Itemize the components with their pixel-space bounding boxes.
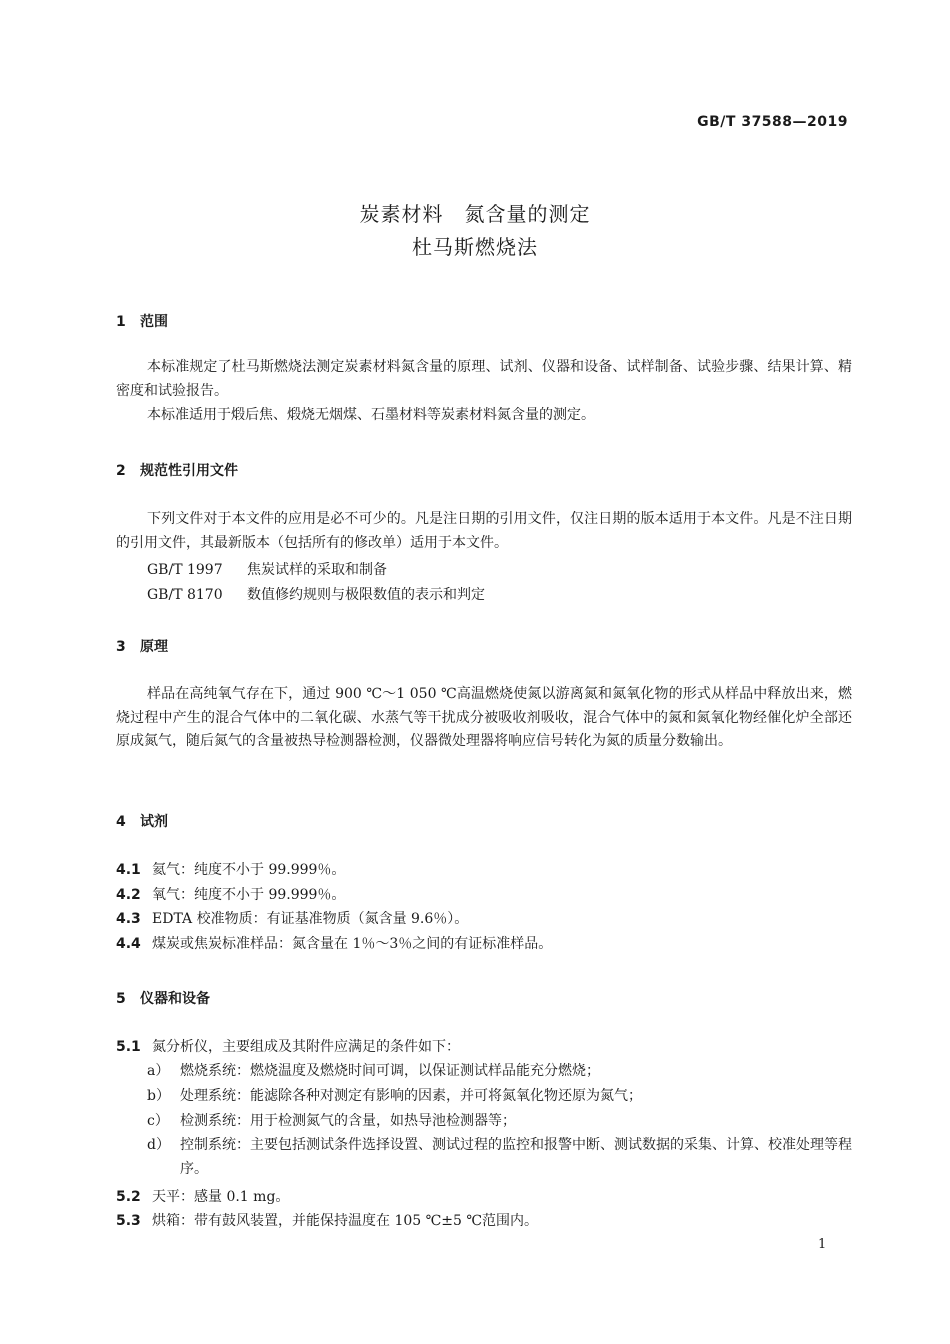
clause-number: 5.3 <box>116 1213 141 1229</box>
section-title: 试剂 <box>140 814 168 830</box>
clause-number: 4.1 <box>116 862 141 878</box>
clause-number: 5.2 <box>116 1189 141 1205</box>
reference-entry <box>147 559 387 579</box>
clause-text: 氮分析仪，主要组成及其附件应满足的条件如下： <box>152 1039 460 1055</box>
section-number: 2 <box>116 463 126 479</box>
section-number: 4 <box>116 814 126 830</box>
clause-number: 4.2 <box>116 887 141 903</box>
clause-text: 氧气：纯度不小于 99.999％。 <box>152 887 346 903</box>
apparatus-subitem <box>147 1060 600 1080</box>
principle-paragraph: 样品在高纯氧气存在下，通过 900 ℃～1 050 ℃高温燃烧使氮以游离氮和氮氧化物的形式从样品中释放出来，燃烧过程中产生的混合气体中的二氧化碳、水蒸气等干扰成分被吸收剂吸收，混合气体中的氮和氮氧化物经催化炉全部还原成氮气，随后氮气的含量被热导检测器检测，仪器微处理器将响应信号转化为氮的质量分数输出。 <box>116 686 852 749</box>
reagent-item <box>116 884 345 904</box>
list-letter: a） <box>147 1063 170 1079</box>
apparatus-item <box>116 1210 538 1230</box>
section-title: 仪器和设备 <box>140 991 210 1007</box>
clause-text: 氦气：纯度不小于 99.999％。 <box>152 862 346 878</box>
reference-entry <box>147 584 485 604</box>
reference-title: 焦炭试样的采取和制备 <box>247 562 387 578</box>
clause-number: 5.1 <box>116 1039 141 1055</box>
clause-number: 4.3 <box>116 911 141 927</box>
apparatus-subitem-text: 控制系统：主要包括测试条件选择设置、测试过程的监控和报警中断、测试数据的采集、计算、校准处理等程序。 <box>180 1137 852 1177</box>
section-number: 3 <box>116 639 126 655</box>
clause-text: 烘箱：带有鼓风装置，并能保持温度在 105 ℃±5 ℃范围内。 <box>152 1213 539 1229</box>
list-text: 处理系统：能滤除各种对测定有影响的因素，并可将氮氧化物还原为氮气； <box>180 1088 642 1104</box>
reagent-item <box>116 908 468 928</box>
section-heading-apparatus <box>116 988 210 1008</box>
apparatus-subitem-letter <box>147 1134 180 1154</box>
list-letter: c） <box>147 1113 169 1129</box>
clause-text: 煤炭或焦炭标准样品：氮含量在 1％～3％之间的有证标准样品。 <box>152 936 553 952</box>
apparatus-item <box>116 1036 460 1056</box>
apparatus-subitem <box>147 1110 516 1130</box>
section-title: 规范性引用文件 <box>140 463 238 479</box>
section-heading-scope <box>116 311 168 331</box>
references-paragraph: 下列文件对于本文件的应用是必不可少的。凡是注日期的引用文件，仅注日期的版本适用于本文件。凡是不注日期的引用文件，其最新版本（包括所有的修改单）适用于本文件。 <box>116 511 852 551</box>
section-number: 5 <box>116 991 126 1007</box>
list-letter: d） <box>147 1137 170 1153</box>
clause-number: 4.4 <box>116 936 141 952</box>
reference-code: GB/T 8170 <box>147 587 223 603</box>
section-heading-normative-references <box>116 460 238 480</box>
reagent-item <box>116 933 552 953</box>
reference-title: 数值修约规则与极限数值的表示和判定 <box>247 587 485 603</box>
section-heading-principle <box>116 636 168 656</box>
list-text: 检测系统：用于检测氮气的含量，如热导池检测器等； <box>180 1113 516 1129</box>
section-heading-reagents <box>116 811 168 831</box>
list-text: 燃烧系统：燃烧温度及燃烧时间可调，以保证测试样品能充分燃烧； <box>180 1063 600 1079</box>
apparatus-subitem <box>147 1085 642 1105</box>
section-number: 1 <box>116 314 126 330</box>
section-title: 范围 <box>140 314 168 330</box>
scope-paragraph-1: 本标准规定了杜马斯燃烧法测定炭素材料氮含量的原理、试剂、仪器和设备、试样制备、试验步骤、结果计算、精密度和试验报告。 <box>116 359 852 399</box>
reagent-item <box>116 859 345 879</box>
scope-paragraph-2: 本标准适用于煅后焦、煅烧无烟煤、石墨材料等炭素材料氮含量的测定。 <box>147 407 595 423</box>
document-title: 炭素材料 氮含量的测定 <box>359 202 591 226</box>
standard-number: GB/T 37588—2019 <box>697 114 848 130</box>
section-title: 原理 <box>140 639 168 655</box>
document-subtitle: 杜马斯燃烧法 <box>412 235 538 259</box>
clause-text: EDTA 校准物质：有证基准物质（氮含量 9.6％）。 <box>152 911 469 927</box>
list-letter: b） <box>147 1088 170 1104</box>
reference-code: GB/T 1997 <box>147 562 223 578</box>
page-number: 1 <box>818 1237 827 1252</box>
clause-text: 天平：感量 0.1 mg。 <box>152 1189 290 1205</box>
apparatus-item <box>116 1186 289 1206</box>
